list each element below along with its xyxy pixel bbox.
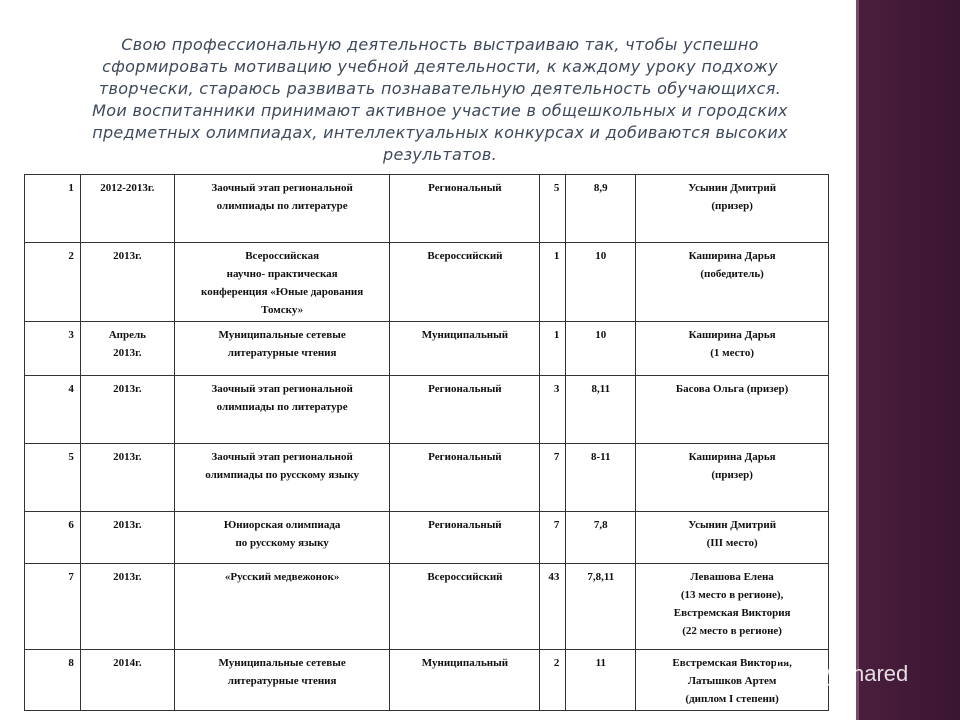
event-cell-line: Муниципальные сетевые (218, 657, 346, 669)
year-cell-line: 2013г. (113, 383, 142, 395)
event-cell (174, 564, 390, 650)
grade-cell: 11 (566, 650, 636, 711)
participants-count-cell: 3 (540, 376, 566, 444)
event-cell-line: литературные чтения (227, 347, 337, 359)
table-row (25, 650, 829, 711)
watermark-text: MyShared (808, 661, 909, 686)
winners-cell-line: (призер) (711, 469, 753, 481)
event-cell-line: по русскому языку (235, 537, 329, 549)
event-cell (174, 650, 390, 711)
intro-line: творчески, стараюсь развивать познавательную деятельность обучающихся. (98, 79, 782, 98)
winners-cell-line: (1 место) (710, 347, 754, 359)
winners-cell-line: Каширина Дарья (688, 250, 776, 262)
winners-cell (636, 512, 829, 564)
intro-line: Свою профессиональную деятельность выстраиваю так, чтобы успешно (121, 35, 759, 54)
intro-line: результатов. (383, 145, 497, 164)
winners-cell (636, 243, 829, 322)
winners-cell-line: Каширина Дарья (688, 451, 776, 463)
event-cell-line: Юниорская олимпиада (223, 519, 341, 531)
winners-cell-line: Басова Ольга (призер) (675, 383, 789, 395)
table-row (25, 175, 829, 243)
row-number-cell: 7 (25, 564, 81, 650)
year-cell-line: 2013г. (113, 519, 142, 531)
table-row (25, 564, 829, 650)
winners-cell-line: Евстремская Виктория, (672, 657, 792, 669)
participants-count-cell: 2 (540, 650, 566, 711)
grade-cell: 10 (566, 322, 636, 376)
level-cell: Муниципальный (390, 322, 540, 376)
event-cell-line: «Русский медвежонок» (224, 571, 340, 583)
level-cell: Региональный (390, 444, 540, 512)
event-cell-line: олимпиады по русскому языку (205, 469, 360, 481)
event-cell (174, 376, 390, 444)
winners-cell (636, 322, 829, 376)
year-cell (80, 376, 174, 444)
intro-paragraph (40, 34, 840, 166)
event-cell-line: научно- практическая (226, 268, 338, 280)
table-row (25, 322, 829, 376)
grade-cell: 10 (566, 243, 636, 322)
winners-cell-line: (призер) (711, 200, 753, 212)
winners-cell (636, 444, 829, 512)
play-icon: ▶ (776, 660, 804, 688)
year-cell (80, 243, 174, 322)
event-cell-line: литературные чтения (227, 675, 337, 687)
intro-line: предметных олимпиадах, интеллектуальных конкурсах и добиваются высоких (92, 123, 788, 142)
event-cell (174, 512, 390, 564)
event-cell (174, 322, 390, 376)
event-cell-line: Заочный этап региональной (211, 451, 353, 463)
winners-cell-line: Каширина Дарья (688, 329, 776, 341)
grade-cell: 8,11 (566, 376, 636, 444)
event-cell (174, 243, 390, 322)
winners-cell (636, 564, 829, 650)
level-cell: Всероссийский (390, 564, 540, 650)
event-cell (174, 175, 390, 243)
winners-cell-line: Евстремская Виктория (673, 607, 791, 619)
winners-cell-line: (диплом I степени) (685, 693, 779, 705)
level-cell: Муниципальный (390, 650, 540, 711)
year-cell (80, 512, 174, 564)
year-cell-line: Апрель (108, 329, 146, 341)
year-cell-line: 2013г. (113, 250, 142, 262)
participants-count-cell: 1 (540, 243, 566, 322)
year-cell (80, 564, 174, 650)
winners-cell-line: Латышков Артем (687, 675, 777, 687)
row-number-cell: 3 (25, 322, 81, 376)
year-cell (80, 650, 174, 711)
year-cell (80, 175, 174, 243)
participants-count-cell: 5 (540, 175, 566, 243)
participants-count-cell: 43 (540, 564, 566, 650)
year-cell-line: 2013г. (113, 347, 142, 359)
row-number-cell: 1 (25, 175, 81, 243)
winners-cell-line: Усынин Дмитрий (688, 519, 777, 531)
intro-line: сформировать мотивацию учебной деятельности, к каждому уроку подхожу (102, 57, 778, 76)
participants-count-cell: 7 (540, 444, 566, 512)
winners-cell (636, 175, 829, 243)
event-cell-line: олимпиады по литературе (216, 200, 348, 212)
level-cell: Региональный (390, 512, 540, 564)
event-cell-line: Всероссийская (245, 250, 320, 262)
table-row (25, 512, 829, 564)
participants-count-cell: 1 (540, 322, 566, 376)
results-table (24, 174, 829, 711)
year-cell-line: 2012-2013г. (100, 182, 155, 194)
table-row (25, 444, 829, 512)
winners-cell-line: (22 место в регионе) (682, 625, 782, 637)
winners-cell-line: (13 место в регионе), (680, 589, 784, 601)
level-cell: Всероссийский (390, 243, 540, 322)
row-number-cell: 8 (25, 650, 81, 711)
row-number-cell: 2 (25, 243, 81, 322)
event-cell-line: Муниципальные сетевые (218, 329, 346, 341)
event-cell-line: Заочный этап региональной (211, 182, 353, 194)
decorative-side-bar (856, 0, 960, 720)
event-cell-line: Заочный этап региональной (211, 383, 353, 395)
winners-cell-line: Левашова Елена (690, 571, 774, 583)
year-cell-line: 2013г. (113, 571, 142, 583)
grade-cell: 7,8,11 (566, 564, 636, 650)
grade-cell: 8,9 (566, 175, 636, 243)
winners-cell-line: Усынин Дмитрий (688, 182, 777, 194)
watermark (776, 660, 908, 688)
winners-cell-line: (III место) (706, 537, 758, 549)
event-cell (174, 444, 390, 512)
row-number-cell: 6 (25, 512, 81, 564)
year-cell (80, 322, 174, 376)
grade-cell: 8-11 (566, 444, 636, 512)
year-cell (80, 444, 174, 512)
table-row (25, 376, 829, 444)
table-row (25, 243, 829, 322)
level-cell: Региональный (390, 175, 540, 243)
row-number-cell: 5 (25, 444, 81, 512)
winners-cell (636, 376, 829, 444)
event-cell-line: конференция «Юные дарования (201, 286, 364, 298)
winners-cell-line: (победитель) (700, 268, 764, 280)
intro-line: Мои воспитанники принимают активное участие в общешкольных и городских (92, 101, 788, 120)
event-cell-line: Томску» (261, 304, 304, 316)
grade-cell: 7,8 (566, 512, 636, 564)
year-cell-line: 2014г. (113, 657, 142, 669)
event-cell-line: олимпиады по литературе (216, 401, 348, 413)
row-number-cell: 4 (25, 376, 81, 444)
participants-count-cell: 7 (540, 512, 566, 564)
level-cell: Региональный (390, 376, 540, 444)
year-cell-line: 2013г. (113, 451, 142, 463)
